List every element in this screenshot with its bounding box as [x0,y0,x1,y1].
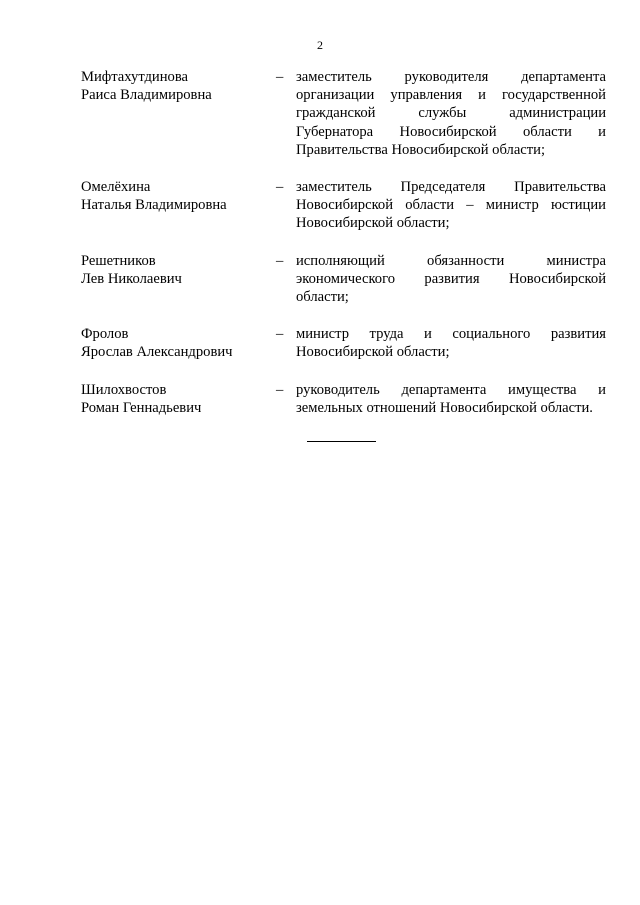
member-list [81,68,606,436]
list-item [81,252,606,307]
member-name [81,325,274,361]
member-position: заместитель руководителя департамента организации управления и государственной гражданской службы администрации Губернатора Новосибирской области и Правительства Новосибирской области; [296,69,606,158]
end-of-list-rule [307,441,376,442]
separator-dash: – [276,69,284,85]
list-item [81,178,606,233]
member-given-names: Наталья Владимировна [81,197,227,214]
member-name [81,381,274,417]
member-position: исполняющий обязанности министра экономического развития Новосибирской области; [296,252,606,306]
separator-dash: – [276,179,284,196]
member-surname: Мифтахутдинова [81,69,189,85]
member-given-names: Раиса Владимировна [81,87,212,104]
separator-dash: – [276,381,284,398]
member-given-names: Роман Геннадьевич [81,399,202,416]
separator-dash: – [276,252,284,269]
list-item [81,68,606,159]
member-surname: Омелёхина [81,179,151,196]
member-surname: Фролов [81,326,129,343]
list-item [81,381,606,417]
member-name [81,178,274,214]
member-position: руководитель департамента имущества и земельных отношений Новосибирской области. [296,381,606,416]
member-position: заместитель Председателя Правительства Новосибирской области – министр юстиции Новосибирской области; [296,179,606,232]
list-item [81,325,606,361]
member-name [81,252,274,288]
member-name [81,68,274,104]
member-given-names: Лев Николаевич [81,270,182,287]
member-position: министр труда и социального развития Новосибирской области; [296,326,606,361]
member-surname: Решетников [81,252,156,269]
member-given-names: Ярослав Александрович [81,344,233,361]
page-number: 2 [317,38,323,52]
member-surname: Шилохвостов [81,381,167,398]
separator-dash: – [276,326,284,343]
